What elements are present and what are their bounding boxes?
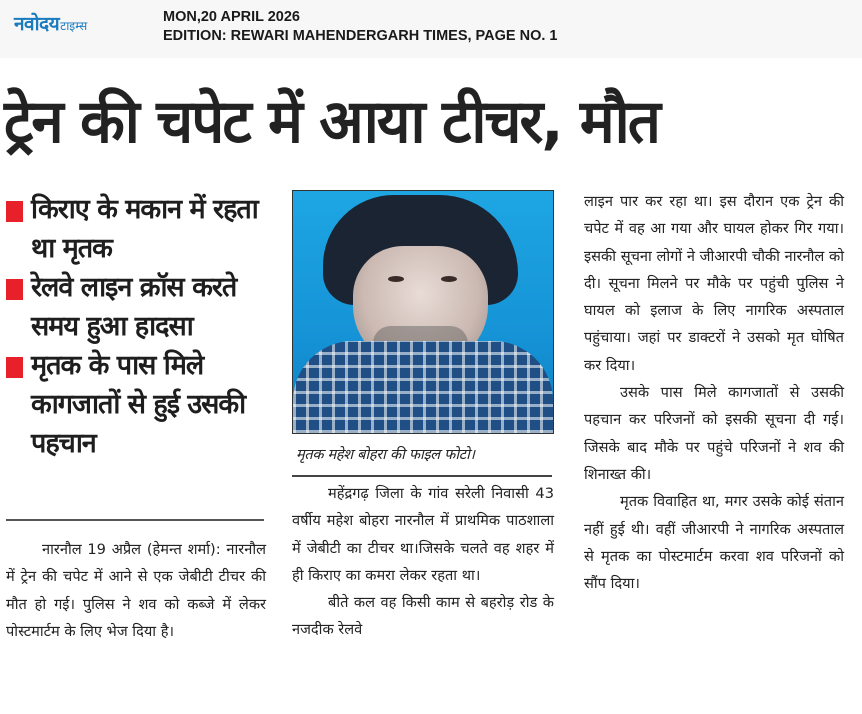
- article-column-2: [292, 480, 554, 644]
- highlight-item: [6, 190, 264, 268]
- logo-sub-text: टाइम्स: [60, 19, 88, 33]
- article-paragraph-continued: लाइन पार कर रहा था। इस दौरान एक ट्रेन की चपेट में वह आ गया और घायल होकर गिर गया। इसकी सूचना लोगों ने जीआरपी चौकी नारनौल को दी। सूचना मिलने पर मौके पर पहुंची पुलिस ने घायल को इलाज के लिए नागरिक अस्पताल पहुंचाया। जहां पर डाक्टरों ने उसको मृत घोषित कर दिया।: [584, 193, 844, 374]
- photo-eye-left: [388, 276, 404, 282]
- masthead-bar: [0, 0, 862, 58]
- article-paragraph: मृतक विवाहित था, मगर उसके कोई संतान नहीं हुई थी। वहीं जीआरपी ने नागरिक अस्पताल से मृतक का पोस्टमार्टम करवा शव परिजनों को सौंप दिया।: [584, 493, 844, 593]
- photo-caption: मृतक महेश बोहरा की फाइल फोटो।: [296, 447, 475, 463]
- logo-main-text: नवोदय: [14, 13, 60, 35]
- photo-checked-shirt: [293, 341, 553, 433]
- edition-info: [163, 8, 557, 46]
- article-paragraph: बीते कल वह किसी काम से बहरोड़ रोड के नजदीक रेलवे: [292, 594, 554, 639]
- caption-divider: [292, 475, 552, 477]
- red-square-bullet-icon: [6, 279, 23, 300]
- newspaper-logo[interactable]: [14, 10, 87, 36]
- edition-label: EDITION: REWARI MAHENDERGARH TIMES, PAGE NO. 1: [163, 28, 558, 44]
- article-column-3: [584, 188, 844, 597]
- section-divider: [6, 519, 264, 521]
- highlight-item: [6, 268, 264, 346]
- publication-date: MON,20 APRIL 2026: [163, 9, 300, 25]
- highlights-list: [6, 190, 264, 463]
- article-photo: [292, 190, 554, 434]
- article-paragraph: महेंद्रगढ़ जिला के गांव सरेली निवासी 43 वर्षीय महेश बोहरा नारनौल में प्राथमिक पाठशाला में जेबीटी का टीचर था।जिसके चलते वह शहर में ही किराए का कमरा लेकर रहता था।: [292, 485, 554, 584]
- article-paragraph: उसके पास मिले कागजातों से उसकी पहचान कर परिजनों को इसकी सूचना दी गई। जिसके बाद मौके पर पहुंचे परिजनों ने शव की शिनाख्त की।: [584, 384, 844, 483]
- red-square-bullet-icon: [6, 201, 23, 222]
- highlight-text: रेलवे लाइन क्रॉस करते समय हुआ हादसा: [31, 272, 237, 342]
- photo-eye-right: [441, 276, 457, 282]
- article-headline: ट्रेन की चपेट में आया टीचर, मौत: [4, 87, 660, 157]
- highlight-text: मृतक के पास मिले कागजातों से हुई उसकी पहचान: [31, 350, 246, 459]
- highlight-item: [6, 346, 264, 463]
- highlight-text: किराए के मकान में रहता था मृतक: [31, 194, 258, 264]
- article-column-1: [6, 536, 266, 645]
- red-square-bullet-icon: [6, 357, 23, 378]
- article-paragraph: नारनौल 19 अप्रैल (हेमन्त शर्मा): नारनौल में ट्रेन की चपेट में आने से एक जेबीटी टीचर की मौत हो गई। पुलिस ने शव को कब्जे में लेकर पोस्टमार्टम के लिए भेज दिया है।: [6, 541, 266, 640]
